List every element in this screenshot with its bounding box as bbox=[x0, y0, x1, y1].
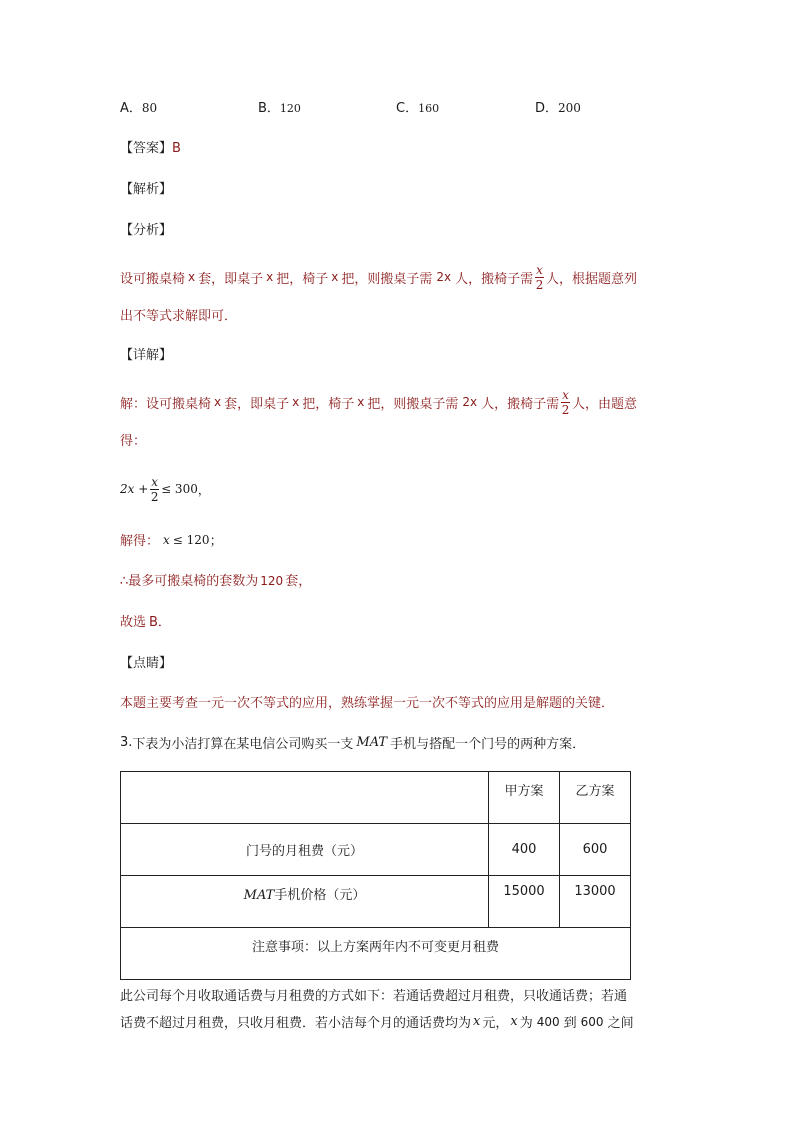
option-letter: B． bbox=[258, 101, 280, 116]
dianjing-text: 本题主要考查一元一次不等式的应用，熟练掌握一元一次不等式的应用是解题的关键． bbox=[120, 696, 615, 711]
column-header-a: 甲方案 bbox=[489, 772, 560, 824]
inequality bbox=[120, 472, 210, 506]
text: 手机价格（元） bbox=[274, 888, 366, 903]
table-row bbox=[121, 772, 631, 824]
option-value: 80 bbox=[141, 101, 158, 115]
option-value: 200 bbox=[558, 101, 581, 115]
text: 之间 bbox=[607, 1016, 634, 1031]
punctuation: ， bbox=[197, 482, 210, 497]
option-a bbox=[120, 97, 157, 116]
text: 人，搬椅子需 bbox=[455, 271, 534, 287]
number: 120 bbox=[260, 574, 284, 588]
text: 故选 bbox=[120, 615, 147, 630]
text: 把，椅子 bbox=[276, 271, 329, 287]
fraction-numerator: x bbox=[562, 387, 569, 402]
fenxi-line-2: 出不等式求解即可． bbox=[120, 309, 238, 324]
question-3 bbox=[120, 733, 585, 752]
detail-line-2: 得： bbox=[120, 434, 147, 449]
number: 400 bbox=[536, 1014, 560, 1029]
table-note: 注意事项：以上方案两年内不可变更月租费 bbox=[121, 928, 631, 980]
table-cell: 15000 bbox=[489, 876, 560, 928]
number: 600 bbox=[580, 1014, 604, 1029]
choice: B． bbox=[149, 615, 171, 630]
punctuation: ； bbox=[209, 534, 223, 549]
inequality-right: ≤ 300 bbox=[161, 482, 198, 496]
option-letter: A． bbox=[120, 101, 142, 116]
option-letter: D． bbox=[535, 101, 559, 116]
analysis-label: 【解析】 bbox=[120, 182, 173, 197]
text: 设可搬桌椅 bbox=[120, 271, 186, 287]
fenxi-label: 【分析】 bbox=[120, 223, 173, 238]
text: 套，即桌子 bbox=[198, 271, 264, 287]
text: 到 bbox=[563, 1016, 577, 1031]
text: 人，根据题意列 bbox=[545, 271, 637, 287]
fraction-numerator: x bbox=[536, 262, 543, 277]
fraction-denominator: 2 bbox=[150, 489, 159, 504]
table-row bbox=[121, 876, 631, 928]
detail-label: 【详解】 bbox=[120, 348, 173, 363]
option-value: 120 bbox=[279, 102, 301, 115]
text: 元， bbox=[482, 1016, 509, 1031]
table-cell: 13000 bbox=[560, 876, 631, 928]
fraction-x-over-2 bbox=[535, 264, 544, 291]
table-row bbox=[121, 928, 631, 980]
text: 解：设可搬桌椅 bbox=[120, 396, 212, 412]
solution-relation: ≤ 120 bbox=[172, 532, 210, 547]
text: 人，搬椅子需 bbox=[481, 396, 560, 412]
var: 2x bbox=[436, 270, 452, 284]
mat-term: MAT bbox=[243, 888, 275, 903]
fraction-x-over-2 bbox=[561, 389, 570, 416]
text: 下表为小洁打算在某电信公司购买一支 bbox=[132, 737, 354, 752]
fraction-denominator: 2 bbox=[561, 402, 570, 417]
row-label-phone-price bbox=[121, 876, 489, 928]
var: x bbox=[188, 270, 196, 284]
fraction-numerator: x bbox=[151, 474, 159, 489]
text: 人，由题意 bbox=[571, 396, 637, 412]
inequality-left: 2x + bbox=[120, 482, 149, 496]
var: x bbox=[331, 270, 339, 284]
option-letter: C． bbox=[396, 101, 419, 116]
table-cell: 600 bbox=[560, 824, 631, 876]
dianjing-label: 【点睛】 bbox=[120, 656, 173, 671]
option-value: 160 bbox=[418, 102, 440, 115]
answer-line bbox=[120, 137, 181, 156]
fraction-x-over-2 bbox=[150, 476, 159, 503]
text: 为 bbox=[519, 1016, 533, 1031]
choose-line bbox=[120, 611, 171, 630]
bottom-line-2 bbox=[120, 1012, 634, 1031]
question-number: 3. bbox=[120, 735, 133, 750]
answer-value: B bbox=[172, 141, 181, 156]
option-c bbox=[396, 97, 439, 116]
text: 手机与搭配一个门号的两种方案． bbox=[390, 737, 586, 752]
text: 把，椅子 bbox=[302, 396, 355, 412]
solution-var: x bbox=[163, 532, 170, 547]
text: 话费不超过月租费，只收月租费．若小洁每个月的通话费均为 bbox=[120, 1016, 472, 1031]
var: x bbox=[292, 395, 300, 409]
var: x bbox=[214, 395, 222, 409]
table-row bbox=[121, 824, 631, 876]
text: ∴最多可搬桌椅的套数为 bbox=[120, 574, 259, 589]
table-cell: 400 bbox=[489, 824, 560, 876]
var: x bbox=[473, 1014, 481, 1029]
detail-line-1 bbox=[120, 386, 637, 418]
answer-label: 【答案】 bbox=[120, 141, 173, 156]
text: 套， bbox=[285, 574, 312, 589]
column-header-b: 乙方案 bbox=[560, 772, 631, 824]
option-b bbox=[258, 97, 301, 116]
mat-term: MAT bbox=[356, 735, 388, 750]
var: x bbox=[357, 395, 365, 409]
fenxi-line-1 bbox=[120, 261, 637, 293]
text: 套，即桌子 bbox=[224, 396, 290, 412]
solution-line bbox=[120, 530, 223, 549]
conclusion-line bbox=[120, 570, 311, 589]
solution-label: 解得： bbox=[120, 534, 160, 549]
fraction-denominator: 2 bbox=[535, 277, 544, 292]
plan-table bbox=[120, 771, 631, 980]
option-d bbox=[535, 97, 581, 116]
table-cell-empty bbox=[121, 772, 489, 824]
var: x bbox=[510, 1014, 518, 1029]
var: 2x bbox=[462, 395, 478, 409]
bottom-line-1: 此公司每个月收取通话费与月租费的方式如下：若通话费超过月租费，只收通话费；若通 bbox=[120, 989, 628, 1004]
var: x bbox=[266, 270, 274, 284]
text: 把，则搬桌子需 bbox=[367, 396, 459, 412]
row-label-monthly-fee: 门号的月租费（元） bbox=[121, 824, 489, 876]
text: 把，则搬桌子需 bbox=[341, 271, 433, 287]
